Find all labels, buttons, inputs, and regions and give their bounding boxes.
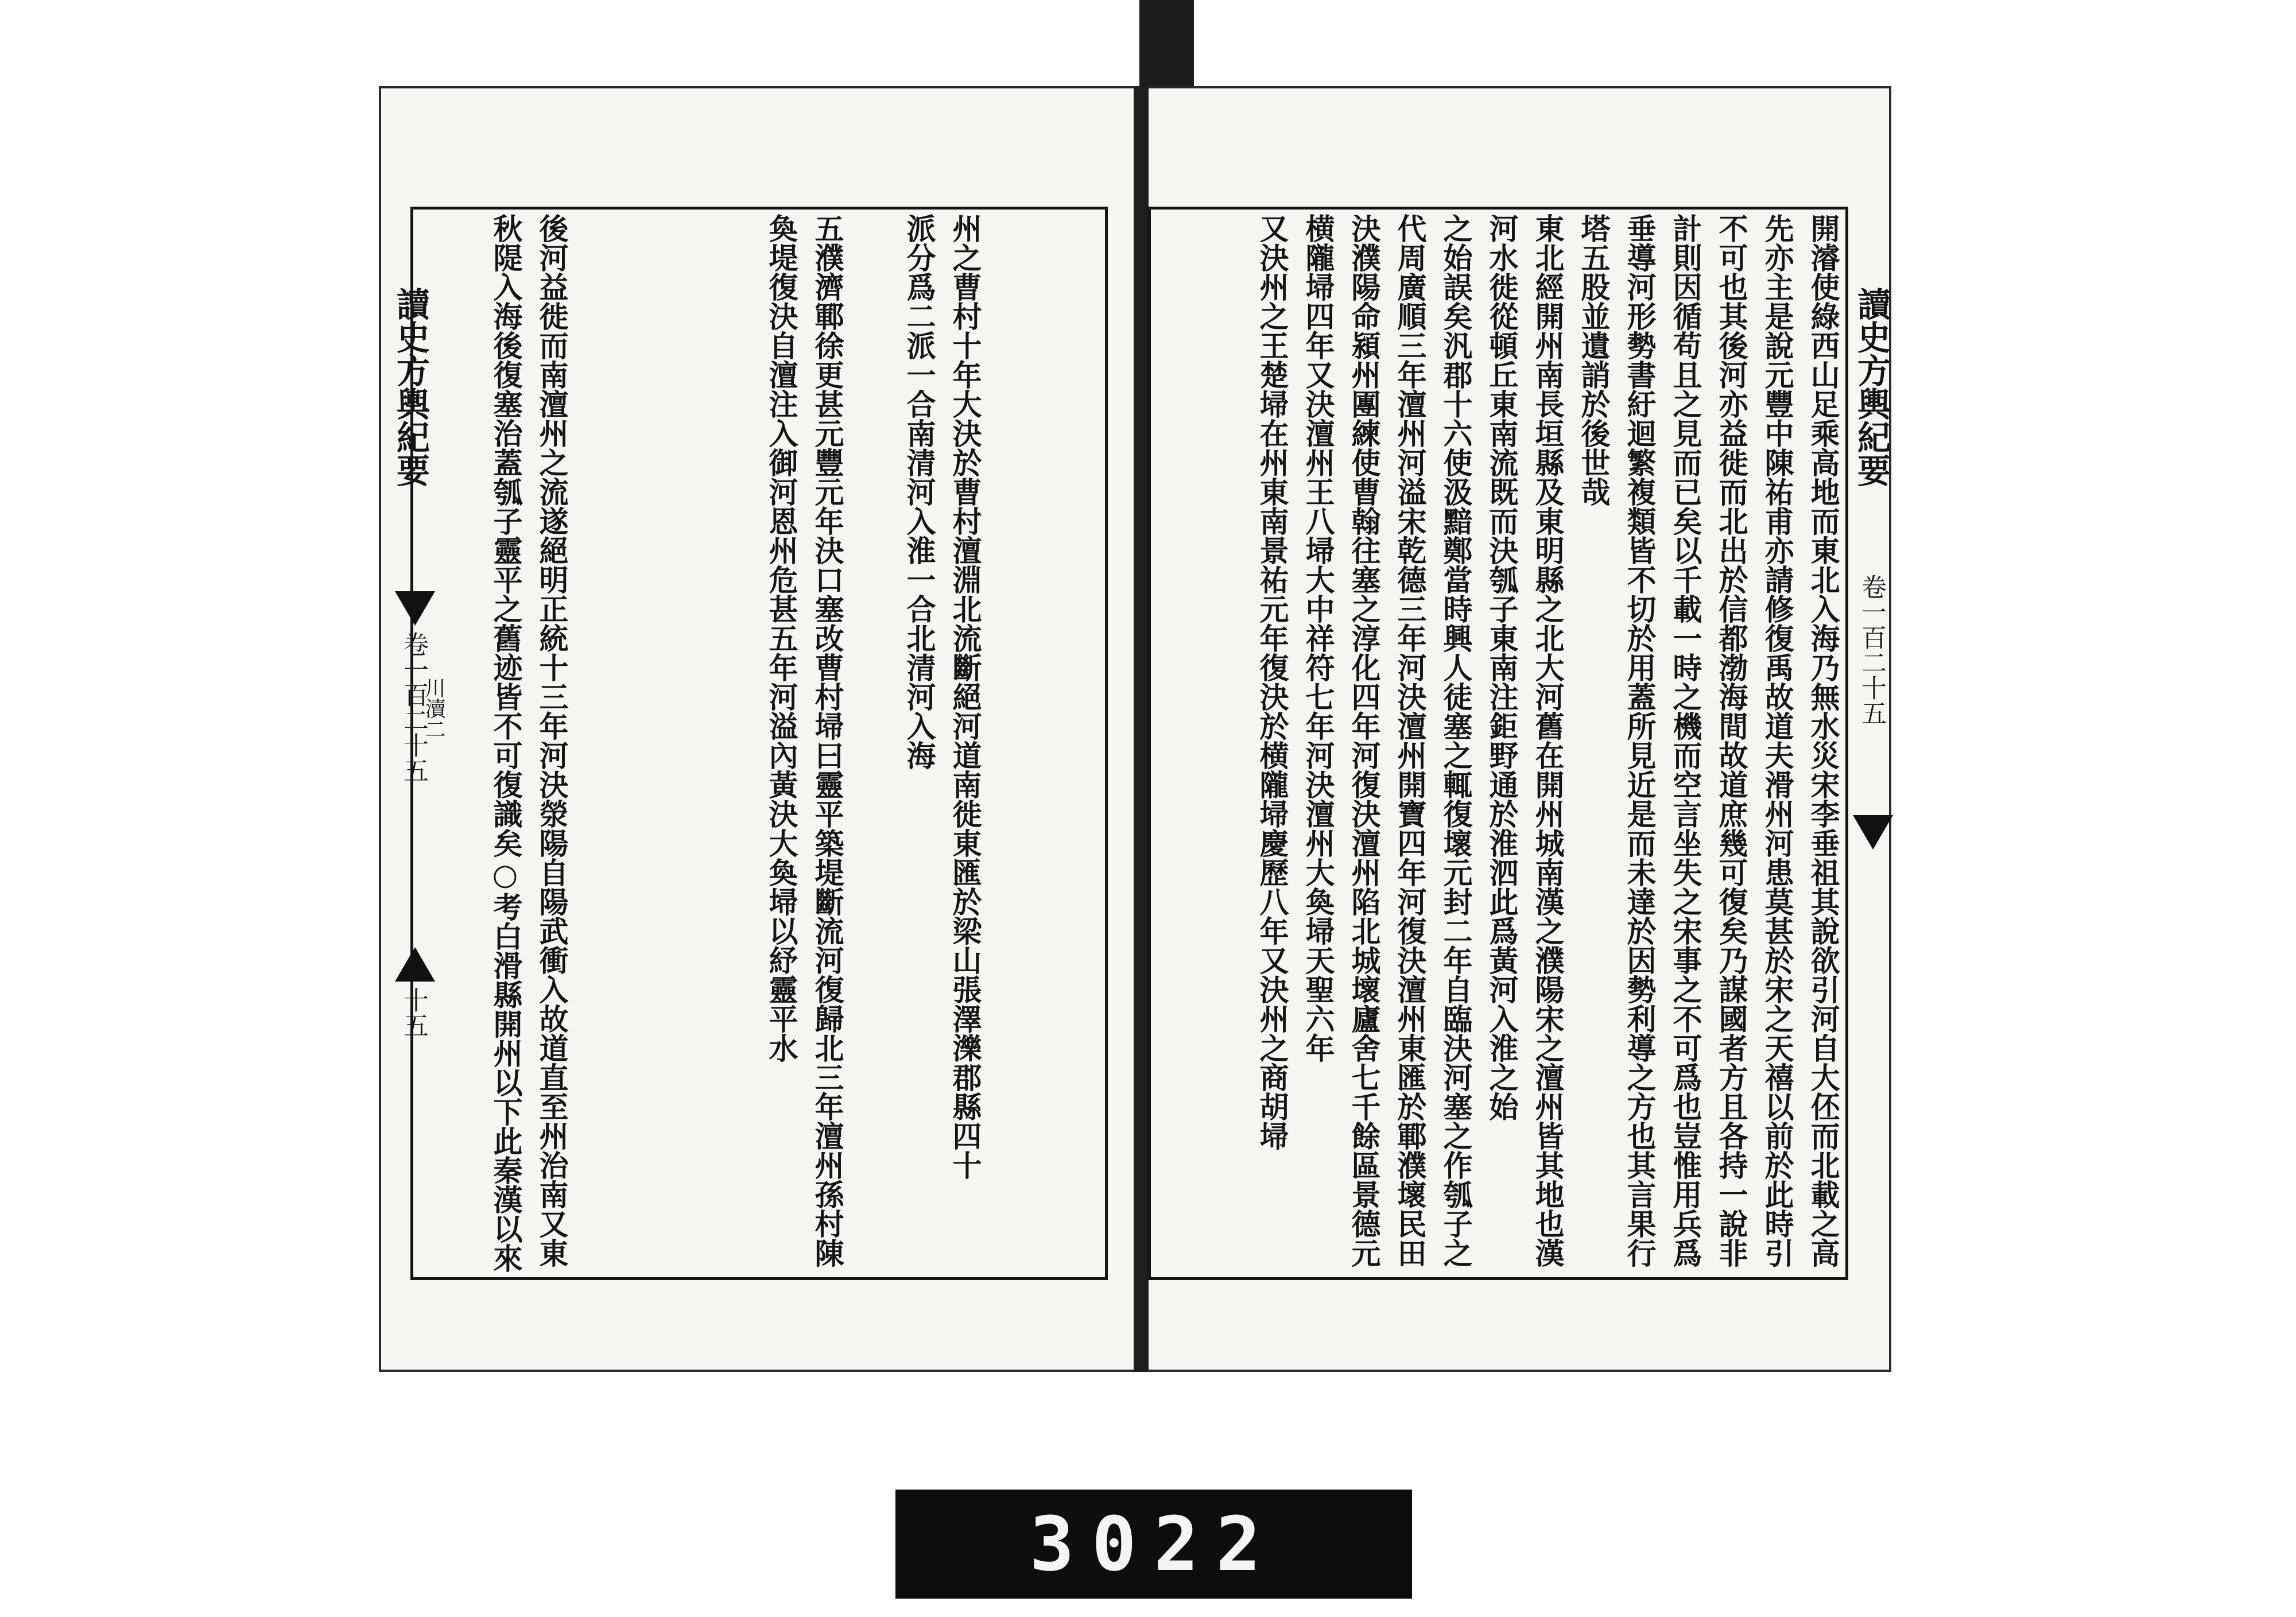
text-column — [1205, 214, 1246, 1275]
text-column: 垂導河形勢書紆迴繁複類皆不切於用蓋所見近是而未達於因勢利導之方也其言果行 — [1622, 214, 1656, 1267]
left-margin-juan: 卷一百二十五 — [399, 631, 428, 783]
text-column: 先亦主是說元豐中陳祐甫亦請修復禹故道夫滑州河患莫甚於宋之天禧以前於此時引 — [1759, 214, 1794, 1267]
right-margin-juan: 卷一百二十五 — [1857, 574, 1886, 726]
text-column: 又決州之王楚埽在州東南景祐元年復決於横隴埽慶歷八年又決州之商胡埽 — [1254, 214, 1289, 1150]
left-margin-title: 讀史方輿紀要 — [391, 287, 430, 487]
text-column: 奐堤復決自澶注入御河恩州危甚五年河溢內黃決大奐埽以紓靈平水 — [763, 214, 798, 1063]
fish-tail-mark — [1853, 815, 1893, 850]
text-column: 五濮濟鄆徐更甚元豐元年決口塞改曹村埽曰靈平築堤斷流河復歸北三年澶州孫村陳 — [809, 214, 844, 1267]
right-margin-title: 讀史方輿紀要 — [1852, 287, 1891, 487]
text-column: 河水徙從頓丘東南流既而決瓠子東南注鉅野通於淮泗此爲黃河入淮之始 — [1484, 214, 1518, 1121]
text-column: 計則因循苟且之見而已矣以千載一時之機而空言坐失之宋事之不可爲也豈惟用兵爲 — [1667, 214, 1702, 1267]
text-column — [623, 214, 663, 1275]
text-column: 之始誤矣汎郡十六使汲黯鄭當時興人徒塞之輒復壞元封二年自臨決河塞之作瓠子之 — [1438, 214, 1472, 1267]
text-column: 東北經開州南長垣縣及東明縣之北大河舊在開州城南漢之濮陽宋之澶州皆其地也漢 — [1530, 214, 1564, 1267]
text-column: 不可也其後河亦益徙而北出於信都渤海間故道庶幾可復矣乃謀國者方且各持一說非 — [1713, 214, 1748, 1267]
text-column — [577, 214, 617, 1275]
fish-tail-mark-top — [395, 591, 435, 626]
text-column — [1159, 214, 1200, 1275]
book-spine — [1134, 86, 1149, 1372]
text-column: 派分爲二派一合南清河入淮一合北清河入海 — [901, 214, 936, 770]
text-column — [990, 214, 1030, 1275]
page-number-stamp: 3022 — [895, 1490, 1412, 1599]
text-column: 塔五股並遺誚於後世哉 — [1576, 214, 1610, 506]
fish-tail-mark-bottom — [395, 947, 435, 982]
text-column: 横隴埽四年又決澶州王八埽大中祥符七年河決澶州大奐埽天聖六年 — [1300, 214, 1335, 1063]
text-column: 代周廣順三年澶州河溢宋乾德三年河決澶州開寶四年河復決澶州東匯於鄆濮壞民田 — [1392, 214, 1426, 1267]
text-column: 州之曹村十年大決於曹村澶淵北流斷絕河道南徙東匯於梁山張澤濼郡縣四十 — [947, 214, 982, 1180]
left-margin-folio: 十五 — [399, 987, 428, 1038]
left-margin-section: 川瀆二 — [422, 677, 445, 739]
text-column — [1065, 214, 1105, 1275]
text-column: 秋隄入海後復塞治蓋瓠子靈平之舊迹皆不可復識矣○考白滑縣開州以下此秦漢以來 — [488, 214, 522, 1273]
text-column: 開濬使綠西山足乘高地而東北入海乃無水災宋李垂祖其說欲引河自大伾而北載之高 — [1805, 214, 1840, 1267]
text-column: 決濮陽命潁州團練使曹翰往塞之淳化四年河復決澶州陷北城壞廬舍七千餘區景德元 — [1346, 214, 1380, 1267]
text-column: 後河益徙而南澶州之流遂絕明正統十三年河決滎陽自陽武衝入故道直至州治南又東 — [534, 214, 568, 1267]
